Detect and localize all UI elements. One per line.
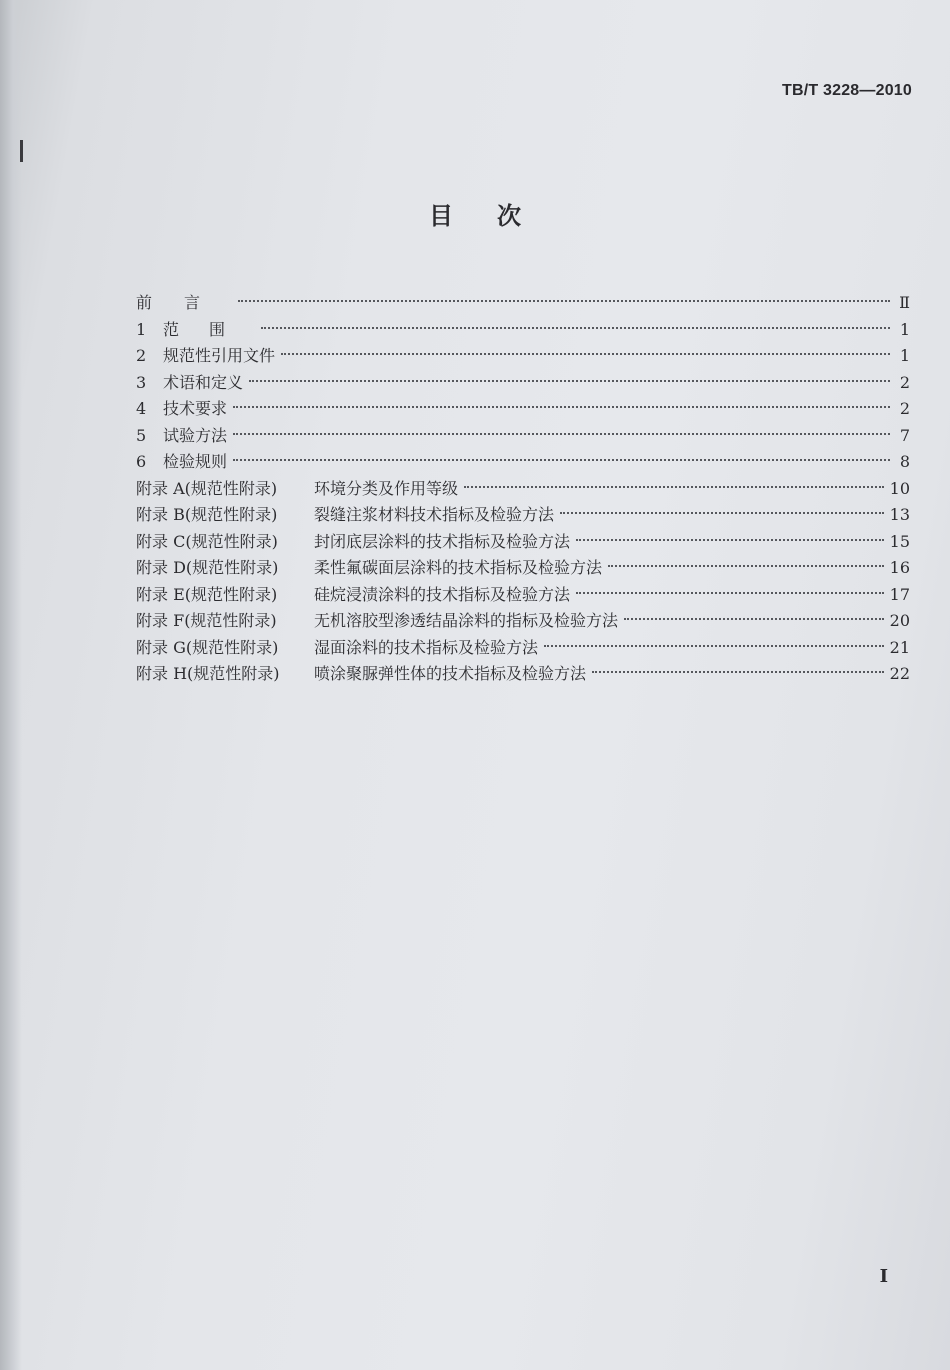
dot-leader	[261, 327, 890, 329]
dot-leader	[233, 433, 890, 435]
toc-entry-page: 15	[889, 531, 910, 551]
page-number: I	[879, 1266, 888, 1287]
toc-entry-page: 1	[899, 319, 910, 339]
toc-entry-page: 7	[899, 425, 910, 445]
section-number: 2	[136, 346, 147, 365]
toc-entry-label: 范围	[163, 319, 256, 339]
toc-entry-label: 封闭底层涂料的技术指标及检验方法	[314, 531, 571, 551]
toc-entry-page: 13	[889, 505, 910, 524]
dot-leader	[281, 353, 890, 355]
section-number: 4	[136, 399, 147, 418]
dot-leader	[592, 671, 884, 673]
toc-entry-label: 无机溶胶型渗透结晶涂料的指标及检验方法	[314, 611, 619, 630]
toc-entry-page: 2	[899, 372, 910, 392]
toc-entry-appendix[interactable]	[136, 635, 910, 662]
section-number: 5	[136, 425, 147, 445]
toc-entry-foreword[interactable]	[136, 290, 910, 317]
dot-leader	[464, 486, 884, 488]
dot-leader	[608, 565, 884, 567]
toc-entry-page: 1	[899, 346, 910, 365]
toc-entry-label: 试验方法	[163, 425, 228, 445]
toc-entry-page: 22	[889, 664, 910, 683]
toc-entry-label: 裂缝注浆材料技术指标及检验方法	[314, 505, 555, 524]
toc-entry-label: 前言	[136, 293, 233, 312]
toc-entry-page: 21	[889, 637, 910, 657]
appendix-prefix: 附录 A(规范性附录)	[136, 478, 278, 498]
section-number: 3	[136, 372, 147, 392]
dot-leader	[238, 300, 890, 302]
toc-entry-label: 硅烷浸渍涂料的技术指标及检验方法	[314, 584, 571, 604]
toc-entry-appendix[interactable]	[136, 608, 910, 635]
appendix-prefix: 附录 G(规范性附录)	[136, 637, 279, 657]
toc-entry-label: 喷涂聚脲弹性体的技术指标及检验方法	[314, 664, 587, 683]
dot-leader	[233, 459, 890, 461]
toc-entry-appendix[interactable]	[136, 661, 910, 688]
appendix-prefix: 附录 B(规范性附录)	[136, 505, 278, 524]
toc-entry-label: 技术要求	[163, 399, 228, 418]
dot-leader	[624, 618, 884, 620]
table-of-contents	[136, 290, 910, 688]
toc-entry-page: Ⅱ	[899, 293, 910, 312]
appendix-prefix: 附录 F(规范性附录)	[136, 611, 277, 630]
toc-entry-appendix[interactable]	[136, 476, 910, 503]
appendix-prefix: 附录 E(规范性附录)	[136, 584, 278, 604]
toc-entry-page: 16	[889, 558, 910, 577]
toc-entry-page: 17	[889, 584, 910, 604]
section-number: 6	[136, 452, 147, 471]
toc-entry-label: 规范性引用文件	[163, 346, 276, 365]
toc-entry-appendix[interactable]	[136, 502, 910, 529]
toc-entry-label: 术语和定义	[163, 372, 244, 392]
section-number: 1	[136, 319, 147, 339]
toc-entry-label: 柔性氟碳面层涂料的技术指标及检验方法	[314, 558, 603, 577]
toc-entry-section[interactable]	[136, 449, 910, 476]
toc-entry-label: 环境分类及作用等级	[314, 478, 459, 498]
toc-entry-appendix[interactable]	[136, 582, 910, 609]
appendix-prefix: 附录 H(规范性附录)	[136, 664, 280, 683]
appendix-prefix: 附录 C(规范性附录)	[136, 531, 278, 551]
dot-leader	[576, 592, 884, 594]
document-code: TB/T 3228—2010	[782, 82, 912, 99]
appendix-prefix: 附录 D(规范性附录)	[136, 558, 279, 577]
dot-leader	[560, 512, 884, 514]
toc-entry-section[interactable]	[136, 370, 910, 397]
dot-leader	[249, 380, 890, 382]
toc-title: 目次	[429, 201, 565, 230]
dot-leader	[576, 539, 884, 541]
toc-entry-appendix[interactable]	[136, 529, 910, 556]
toc-entry-section[interactable]	[136, 317, 910, 344]
toc-entry-page: 20	[889, 611, 910, 630]
toc-entry-page: 10	[889, 478, 910, 498]
toc-entry-appendix[interactable]	[136, 555, 910, 582]
toc-entry-label: 湿面涂料的技术指标及检验方法	[314, 637, 539, 657]
toc-entry-page: 2	[899, 399, 910, 418]
toc-entry-section[interactable]	[136, 423, 910, 450]
binding-mark	[20, 140, 23, 162]
dot-leader	[544, 645, 884, 647]
dot-leader	[233, 406, 890, 408]
toc-entry-section[interactable]	[136, 396, 910, 423]
toc-entry-section[interactable]	[136, 343, 910, 370]
toc-entry-label: 检验规则	[163, 452, 228, 471]
toc-entry-page: 8	[899, 452, 910, 471]
